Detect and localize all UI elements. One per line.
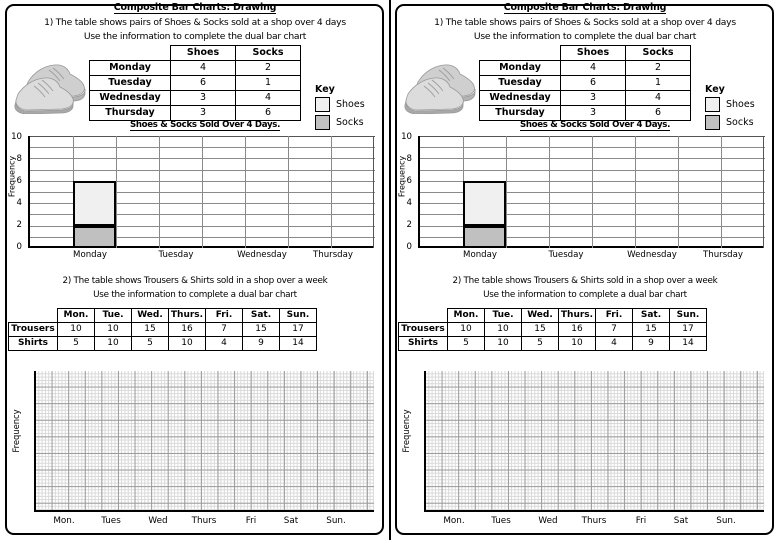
trousers-shirts-table (398, 308, 707, 351)
gridline-v (159, 136, 160, 248)
chart1-xlabel-monday: Monday (73, 250, 107, 260)
chart1-ytick-0: 0 (16, 242, 22, 252)
gridline-v (288, 136, 289, 248)
cell-trousers-wed: 15 (132, 323, 169, 337)
chart1-xlabel-wednesday: Wednesday (237, 250, 287, 260)
table-row (480, 61, 691, 76)
table-col-wed: Wed. (522, 309, 559, 323)
chart1-plot-area (418, 136, 763, 248)
table-col-sat: Sat. (633, 309, 670, 323)
page-title-text: Composite Bar Charts: Drawing (113, 2, 277, 13)
chart1-title-text: Shoes & Socks Sold Over 4 Days. (519, 120, 671, 130)
cell-wednesday-socks: 4 (626, 91, 691, 106)
cell-shirts-wed: 5 (132, 337, 169, 351)
chart2-xlabel-sun: Sun. (716, 516, 736, 526)
gridline-v (245, 136, 246, 248)
cell-wednesday-socks: 4 (236, 91, 301, 106)
cell-shirts-sat: 9 (633, 337, 670, 351)
cell-trousers-thurs: 16 (559, 323, 596, 337)
cell-thursday-socks: 6 (236, 106, 301, 121)
row-label-shirts: Shirts (399, 337, 448, 351)
chart1-y-axis-label: Frequency (7, 155, 17, 198)
question1-line1: 1) The table shows pairs of Shoes & Socks sold at a shop over 4 days (44, 17, 346, 28)
bar-monday-shoes (73, 181, 116, 226)
chart1-xlabel-thursday: Thursday (313, 250, 353, 260)
cell-shirts-fri: 4 (206, 337, 243, 351)
cell-tuesday-shoes: 6 (171, 76, 236, 91)
bar-monday-socks (463, 226, 506, 248)
cell-trousers-mon: 10 (448, 323, 485, 337)
chart2-blank-grid (424, 371, 764, 512)
table-col-fri: Fri. (206, 309, 243, 323)
table-row (9, 323, 317, 337)
cell-trousers-sun: 17 (670, 323, 707, 337)
chart1-ytick-8: 8 (406, 154, 412, 164)
chart2-xlabel-mon: Mon. (53, 516, 75, 526)
table-col-shoes: Shoes (561, 46, 626, 61)
gridline-v (678, 136, 679, 248)
cell-monday-socks: 2 (236, 61, 301, 76)
chart1-ytick-2: 2 (16, 220, 22, 230)
shoes-socks-table (479, 45, 691, 121)
table-header-row (480, 46, 691, 61)
page-title-text: Composite Bar Charts: Drawing (503, 2, 667, 13)
row-day-monday: Monday (90, 61, 171, 76)
cell-wednesday-shoes: 3 (561, 91, 626, 106)
gridline-v (592, 136, 593, 248)
chart1-ytick-6: 6 (16, 176, 22, 186)
cell-thursday-socks: 6 (626, 106, 691, 121)
table-corner-cell (90, 46, 171, 61)
row-day-wednesday: Wednesday (90, 91, 171, 106)
table-col-sun: Sun. (280, 309, 317, 323)
cell-shirts-fri: 4 (596, 337, 633, 351)
cell-shirts-mon: 5 (58, 337, 95, 351)
chart1-title (60, 120, 350, 130)
question1-line2: Use the information to complete the dual bar chart (83, 31, 307, 42)
table-row (480, 91, 691, 106)
graph-paper (426, 371, 764, 510)
chart1-title (450, 120, 740, 130)
row-label-trousers: Trousers (399, 323, 448, 337)
row-day-wednesday: Wednesday (480, 91, 561, 106)
gridline-v (506, 136, 507, 248)
table-header-row (399, 309, 707, 323)
chart2-y-axis-label: Frequency (401, 409, 411, 453)
chart2-y-axis-label: Frequency (11, 409, 21, 453)
key-label-shoes: Shoes (726, 99, 755, 110)
chart1-ytick-10: 10 (11, 132, 22, 142)
gridline-v (763, 136, 764, 248)
trousers-shirts-table (8, 308, 317, 351)
chart1-xlabel-thursday: Thursday (703, 250, 743, 260)
chart1-ytick-0: 0 (406, 242, 412, 252)
chart1-ytick-6: 6 (406, 176, 412, 186)
row-day-tuesday: Tuesday (480, 76, 561, 91)
cell-trousers-tue: 10 (95, 323, 132, 337)
chart1-ytick-10: 10 (401, 132, 412, 142)
chart2-xlabel-mon: Mon. (443, 516, 465, 526)
cell-thursday-shoes: 3 (561, 106, 626, 121)
chart2-xlabel-tues: Tues (101, 516, 121, 526)
table-row (90, 106, 301, 121)
chart2-xlabel-thurs: Thurs (191, 516, 217, 526)
chart2-xlabel-thurs: Thurs (581, 516, 607, 526)
cell-trousers-tue: 10 (485, 323, 522, 337)
chart1-y-axis-label: Frequency (397, 155, 407, 198)
page-title (390, 2, 780, 13)
table-col-thurs: Thurs. (559, 309, 596, 323)
cell-shirts-wed: 5 (522, 337, 559, 351)
chart1-plot-area (28, 136, 373, 248)
table-col-wed: Wed. (132, 309, 169, 323)
cell-shirts-thurs: 10 (169, 337, 206, 351)
table-col-thurs: Thurs. (169, 309, 206, 323)
gridline-v (116, 136, 117, 248)
cell-shirts-sun: 14 (280, 337, 317, 351)
row-label-trousers: Trousers (9, 323, 58, 337)
gridline-v (373, 136, 374, 248)
table-corner-cell (9, 309, 58, 323)
table-col-shoes: Shoes (171, 46, 236, 61)
table-col-socks: Socks (626, 46, 691, 61)
chart1-ytick-4: 4 (16, 198, 22, 208)
question1-line1: 1) The table shows pairs of Shoes & Socks sold at a shop over 4 days (434, 17, 736, 28)
chart1-ytick-8: 8 (16, 154, 22, 164)
cell-trousers-sat: 15 (633, 323, 670, 337)
gridline-v (202, 136, 203, 248)
table-row (480, 106, 691, 121)
table-col-mon: Mon. (58, 309, 95, 323)
gridline-v (635, 136, 636, 248)
chart2-xlabel-fri: Fri (635, 516, 647, 526)
cell-thursday-shoes: 3 (171, 106, 236, 121)
key-item-shoes (705, 97, 755, 112)
cell-trousers-wed: 15 (522, 323, 559, 337)
key-heading: Key (705, 84, 725, 95)
shoes-image (12, 52, 90, 114)
cell-trousers-thurs: 16 (169, 323, 206, 337)
table-col-sun: Sun. (670, 309, 707, 323)
row-day-thursday: Thursday (90, 106, 171, 121)
gridline-v (331, 136, 332, 248)
row-day-thursday: Thursday (480, 106, 561, 121)
row-label-shirts: Shirts (9, 337, 58, 351)
chart2-xlabel-sat: Sat (283, 516, 299, 526)
worksheet-panel-right (390, 0, 780, 540)
key-swatch-shoes (315, 97, 330, 112)
cell-trousers-fri: 7 (596, 323, 633, 337)
question1-line2: Use the information to complete the dual bar chart (473, 31, 697, 42)
table-row (480, 76, 691, 91)
table-corner-cell (480, 46, 561, 61)
key-item-shoes (315, 97, 365, 112)
key-label-socks: Socks (336, 117, 364, 128)
question2-line2: Use the information to complete a dual bar chart (93, 290, 297, 300)
cell-trousers-mon: 10 (58, 323, 95, 337)
chart1-ytick-2: 2 (406, 220, 412, 230)
chart1-xlabel-tuesday: Tuesday (548, 250, 584, 260)
table-col-mon: Mon. (448, 309, 485, 323)
table-header-row (90, 46, 301, 61)
chart2-xlabel-tues: Tues (491, 516, 511, 526)
gridline-v (721, 136, 722, 248)
cell-tuesday-socks: 1 (236, 76, 301, 91)
key-label-shoes: Shoes (336, 99, 365, 110)
cell-monday-shoes: 4 (171, 61, 236, 76)
table-col-tue: Tue. (485, 309, 522, 323)
cell-tuesday-socks: 1 (626, 76, 691, 91)
cell-shirts-tue: 10 (95, 337, 132, 351)
key-label-socks: Socks (726, 117, 754, 128)
question2-line1: 2) The table shows Trousers & Shirts sold in a shop over a week (452, 276, 718, 286)
table-header-row (9, 309, 317, 323)
chart1-ytick-4: 4 (406, 198, 412, 208)
table-row (9, 337, 317, 351)
row-day-monday: Monday (480, 61, 561, 76)
chart1-xlabel-wednesday: Wednesday (627, 250, 677, 260)
table-col-sat: Sat. (243, 309, 280, 323)
cell-monday-shoes: 4 (561, 61, 626, 76)
chart2-xlabel-sat: Sat (673, 516, 689, 526)
table-col-socks: Socks (236, 46, 301, 61)
table-row (90, 61, 301, 76)
table-corner-cell (399, 309, 448, 323)
cell-shirts-thurs: 10 (559, 337, 596, 351)
table-row (90, 76, 301, 91)
cell-monday-socks: 2 (626, 61, 691, 76)
cell-shirts-sun: 14 (670, 337, 707, 351)
chart1-xlabel-monday: Monday (463, 250, 497, 260)
cell-shirts-mon: 5 (448, 337, 485, 351)
cell-wednesday-shoes: 3 (171, 91, 236, 106)
cell-shirts-sat: 9 (243, 337, 280, 351)
key-swatch-shoes (705, 97, 720, 112)
page-title (0, 2, 390, 13)
cell-shirts-tue: 10 (485, 337, 522, 351)
chart2-xlabel-fri: Fri (245, 516, 257, 526)
cell-trousers-sat: 15 (243, 323, 280, 337)
chart1-xlabel-tuesday: Tuesday (158, 250, 194, 260)
cell-tuesday-shoes: 6 (561, 76, 626, 91)
chart2-xlabel-wed: Wed (538, 516, 558, 526)
table-col-tue: Tue. (95, 309, 132, 323)
table-row (90, 91, 301, 106)
row-day-tuesday: Tuesday (90, 76, 171, 91)
shoes-socks-table (89, 45, 301, 121)
table-row (399, 337, 707, 351)
bar-monday-shoes (463, 181, 506, 226)
cell-trousers-fri: 7 (206, 323, 243, 337)
chart2-xlabel-wed: Wed (148, 516, 168, 526)
chart2-blank-grid (34, 371, 374, 512)
question2-line1: 2) The table shows Trousers & Shirts sold in a shop over a week (62, 276, 328, 286)
key-heading: Key (315, 84, 335, 95)
question2-line2: Use the information to complete a dual bar chart (483, 290, 687, 300)
table-row (399, 323, 707, 337)
gridline-v (549, 136, 550, 248)
shoes-image (402, 52, 480, 114)
graph-paper (36, 371, 374, 510)
chart1-title-text: Shoes & Socks Sold Over 4 Days. (129, 120, 281, 130)
cell-trousers-sun: 17 (280, 323, 317, 337)
chart2-xlabel-sun: Sun. (326, 516, 346, 526)
bar-monday-socks (73, 226, 116, 248)
table-col-fri: Fri. (596, 309, 633, 323)
